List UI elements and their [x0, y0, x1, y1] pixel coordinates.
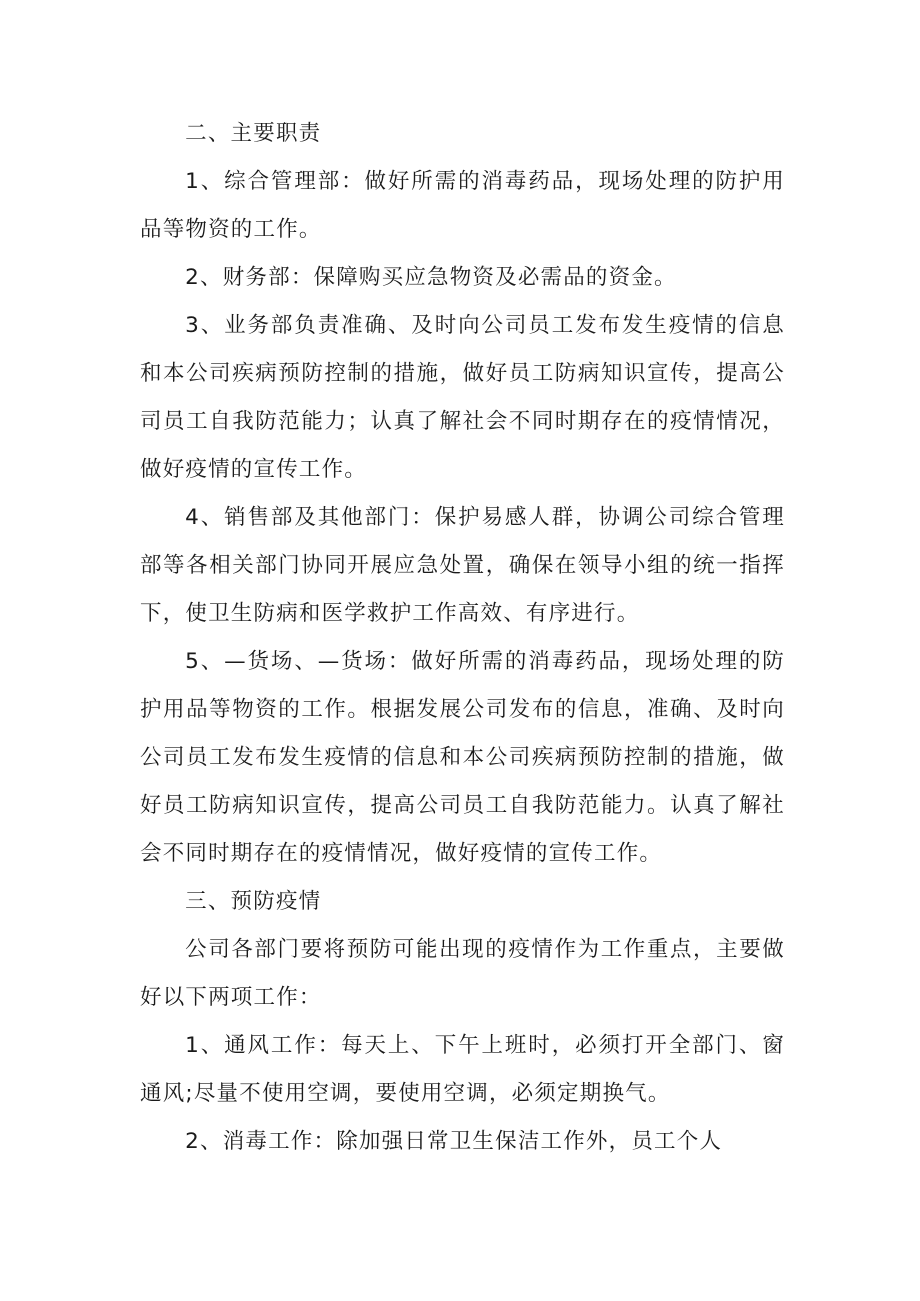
- paragraph-ventilation: 1、通风工作：每天上、下午上班时，必须打开全部门、窗通风;尽量不使用空调，要使用空调，必须定期换气。: [140, 1033, 785, 1106]
- paragraph-prevention-intro: 公司各部门要将预防可能出现的疫情作为工作重点，主要做好以下两项工作：: [140, 937, 785, 1010]
- document-page: [140, 110, 785, 1166]
- paragraph-sales-dept: 4、销售部及其他部门：保护易感人群，协调公司综合管理部等各相关部门协同开展应急处置，确保在领导小组的统一指挥下，使卫生防病和医学救护工作高效、有序进行。: [140, 505, 785, 626]
- paragraph-business-dept: 3、业务部负责准确、及时向公司员工发布发生疫情的信息和本公司疾病预防控制的措施，做好员工防病知识宣传，提高公司员工自我防范能力；认真了解社会不同时期存在的疫情情况，做好疫情的宣传工作。: [140, 313, 785, 482]
- paragraph-finance-dept: 2、财务部：保障购买应急物资及必需品的资金。: [185, 265, 677, 290]
- section-heading-prevention: 三、预防疫情: [185, 889, 322, 914]
- section-heading-duties: 二、主要职责: [185, 121, 322, 146]
- paragraph-cargo-yards: 5、—货场、—货场：做好所需的消毒药品，现场处理的防护用品等物资的工作。根据发展公司发布的信息，准确、及时向公司员工发布发生疫情的信息和本公司疾病预防控制的措施，做好员工防病知识宣传，提高公司员工自我防范能力。认真了解社会不同时期存在的疫情情况，做好疫情的宣传工作。: [140, 649, 785, 866]
- paragraph-disinfection: 2、消毒工作：除加强日常卫生保洁工作外，员工个人: [185, 1129, 723, 1154]
- paragraph-admin-dept: 1、综合管理部：做好所需的消毒药品，现场处理的防护用品等物资的工作。: [140, 169, 785, 242]
